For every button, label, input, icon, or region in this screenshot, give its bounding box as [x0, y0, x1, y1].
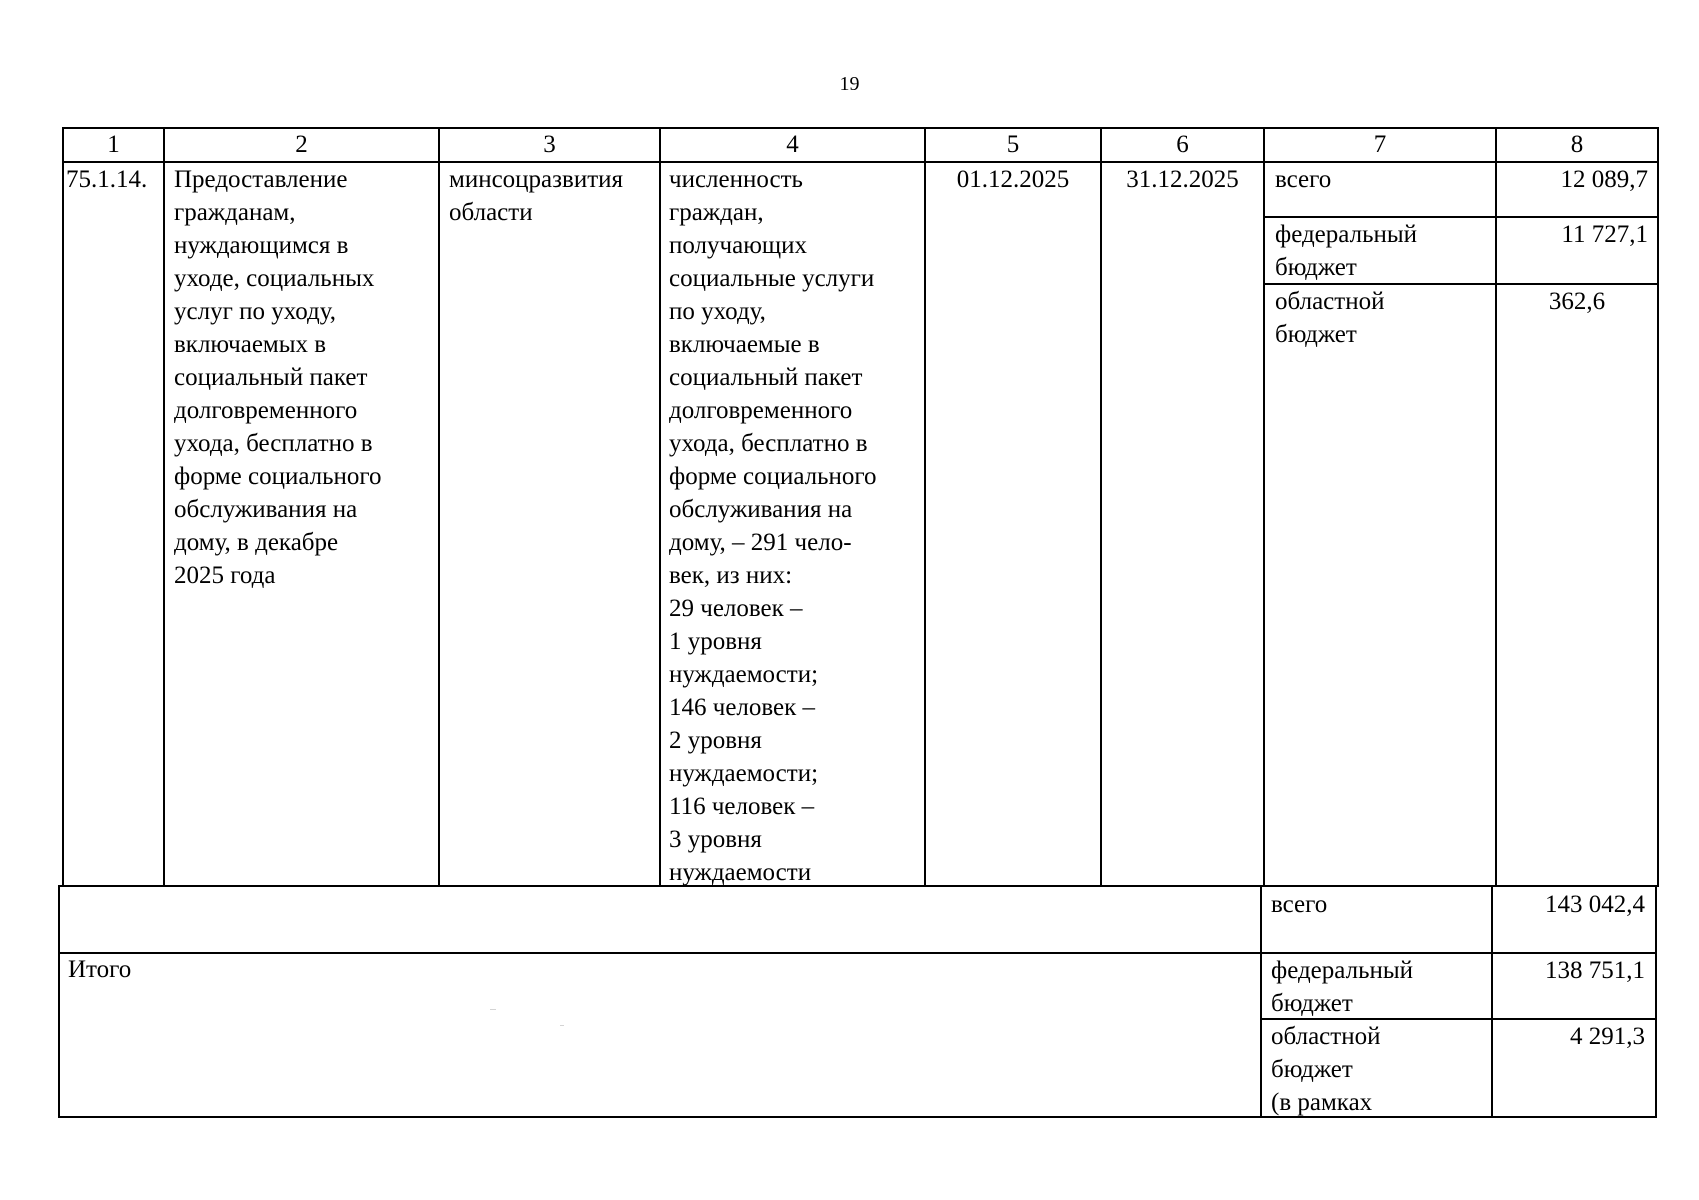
col-line-6	[1263, 127, 1265, 887]
funding-amount-regional: 362,6	[1548, 288, 1606, 315]
indicator-line: 146 человек –	[669, 694, 816, 721]
description-line: уходе, социальных	[174, 265, 375, 292]
indicator-line: нуждаемости;	[669, 760, 819, 787]
description-line: гражданам,	[174, 199, 296, 226]
row-code: 75.1.14.	[66, 166, 148, 193]
funding-source-line: федеральный	[1275, 221, 1418, 248]
col-line-5	[1100, 127, 1102, 887]
row-end-date: 31.12.2025	[1126, 166, 1239, 193]
funding-source-federal	[1275, 218, 1417, 284]
header-col-6: 6	[1176, 131, 1189, 158]
total-label: Итого	[68, 956, 132, 983]
total-col-7-line	[1260, 885, 1262, 1118]
indicator-line: дому, – 291 чело-	[669, 529, 852, 556]
total-amount-regional: 4 291,3	[1570, 1023, 1645, 1050]
indicator-line: 116 человек –	[669, 793, 815, 820]
funding-source-regional	[1275, 285, 1384, 351]
indicator-line: граждан,	[669, 199, 764, 226]
indicator-line: включаемые в	[669, 331, 820, 358]
indicator-line: 3 уровня	[669, 826, 762, 853]
funding-amount-federal: 11 727,1	[1561, 221, 1648, 248]
scan-artifact	[490, 1009, 496, 1010]
row-executor	[449, 163, 623, 229]
total-source-line: областной	[1271, 1023, 1381, 1050]
total-left-border	[58, 885, 60, 1118]
indicator-line: 2 уровня	[669, 727, 762, 754]
row-description	[174, 163, 382, 592]
total-divider-1	[58, 952, 1656, 954]
description-line: 2025 года	[174, 562, 276, 589]
indicator-line: 1 уровня	[669, 628, 762, 655]
total-amount-federal: 138 751,1	[1545, 957, 1645, 984]
description-line: Предоставление	[174, 166, 348, 193]
total-source-federal	[1271, 954, 1413, 1020]
executor-line: области	[449, 199, 533, 226]
funding-source-total	[1275, 163, 1331, 196]
indicator-line: долговременного	[669, 397, 853, 424]
total-source-total	[1271, 885, 1327, 921]
description-line: социальный пакет	[174, 364, 368, 391]
col-line-4	[924, 127, 926, 887]
description-line: обслуживания на	[174, 496, 358, 523]
description-line: форме социального	[174, 463, 382, 490]
col-line-8	[1657, 127, 1659, 887]
indicator-line: численность	[669, 166, 803, 193]
header-col-5: 5	[1006, 131, 1020, 158]
total-amount-total: 143 042,4	[1545, 891, 1645, 918]
col-line-2	[438, 127, 440, 887]
indicator-line: 29 человек –	[669, 595, 803, 622]
header-col-7: 7	[1373, 131, 1387, 158]
total-source-line: бюджет	[1271, 1056, 1353, 1083]
funding-source-line: бюджет	[1275, 321, 1357, 348]
description-line: услуг по уходу,	[174, 298, 336, 325]
header-col-8: 8	[1570, 131, 1584, 158]
page-number: 19	[839, 73, 860, 95]
indicator-line: нуждаемости;	[669, 661, 819, 688]
description-line: долговременного	[174, 397, 358, 424]
indicator-line: ухода, бесплатно в	[669, 430, 868, 457]
executor-line: минсоцразвития	[449, 166, 624, 193]
description-line: нуждающимся в	[174, 232, 349, 259]
budget-table	[60, 127, 1660, 1127]
indicator-line: социальные услуги	[669, 265, 875, 292]
funding-source-line: областной	[1275, 288, 1385, 315]
indicator-line: получающих	[669, 232, 808, 259]
indicator-line: форме социального	[669, 463, 877, 490]
indicator-line: век, из них:	[669, 562, 793, 589]
indicator-line: социальный пакет	[669, 364, 863, 391]
indicator-line: нуждаемости	[669, 859, 812, 886]
total-source-line: федеральный	[1271, 957, 1414, 984]
total-source-line: (в рамках	[1271, 1089, 1373, 1116]
col-line-1	[163, 127, 165, 887]
total-right-border	[1655, 885, 1657, 1118]
description-line: ухода, бесплатно в	[174, 430, 373, 457]
table-border-bottom	[58, 1116, 1656, 1118]
header-col-4: 4	[786, 131, 799, 158]
indicator-line: обслуживания на	[669, 496, 853, 523]
row-indicator	[669, 163, 877, 889]
funding-source-line: бюджет	[1275, 254, 1357, 281]
funding-source-line: всего	[1275, 166, 1332, 193]
row-start-date: 01.12.2025	[956, 166, 1070, 193]
col-line-3	[659, 127, 661, 887]
funding-amount-total: 12 089,7	[1560, 166, 1648, 193]
total-source-regional	[1271, 1020, 1380, 1119]
total-source-line: всего	[1271, 891, 1328, 918]
header-col-3: 3	[543, 131, 556, 158]
header-col-2: 2	[295, 131, 308, 158]
scan-artifact	[560, 1025, 564, 1026]
indicator-line: по уходу,	[669, 298, 766, 325]
col-line-0	[62, 127, 64, 887]
total-source-line: бюджет	[1271, 990, 1353, 1017]
header-col-1: 1	[107, 131, 120, 158]
description-line: включаемых в	[174, 331, 327, 358]
description-line: дому, в декабре	[174, 529, 339, 556]
